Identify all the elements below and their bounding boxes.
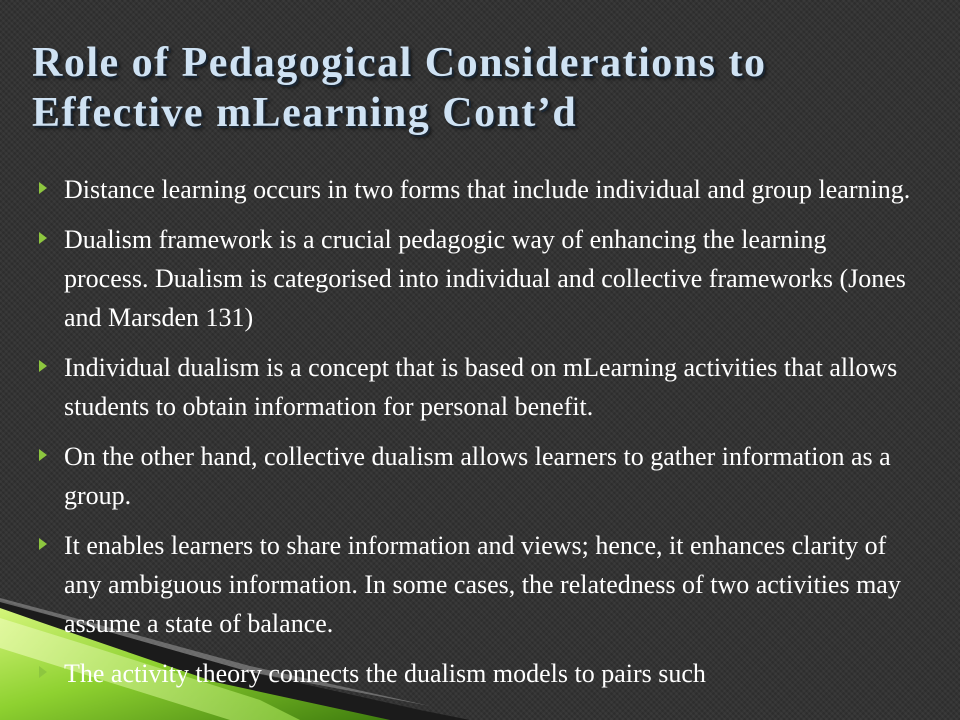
triangle-right-icon bbox=[39, 360, 47, 372]
bullet-list bbox=[36, 170, 916, 704]
triangle-right-icon bbox=[39, 449, 47, 461]
bullet-text: It enables learners to share information and views; hence, it enhances clarity of any ambiguous information. In some cases, the relatedness of two activities may assume a state of balance. bbox=[64, 531, 901, 638]
bullet-item bbox=[36, 170, 916, 209]
bullet-item bbox=[36, 526, 916, 643]
bullet-item bbox=[36, 654, 916, 693]
slide-title-line-2: Effective mLearning Cont’d bbox=[32, 90, 578, 136]
triangle-right-icon bbox=[39, 538, 47, 550]
bullet-item bbox=[36, 437, 916, 515]
bullet-text: On the other hand, collective dualism allows learners to gather information as a group. bbox=[64, 442, 891, 510]
bullet-text: Distance learning occurs in two forms that include individual and group learning. bbox=[64, 175, 911, 204]
bullet-text: The activity theory connects the dualism models to pairs such bbox=[64, 659, 706, 688]
triangle-right-icon bbox=[39, 182, 47, 194]
bullet-item bbox=[36, 220, 916, 337]
slide-title-line-1: Role of Pedagogical Considerations to bbox=[32, 40, 767, 86]
slide-title bbox=[32, 38, 932, 138]
bullet-item bbox=[36, 348, 916, 426]
triangle-right-icon bbox=[39, 232, 47, 244]
bullet-text: Dualism framework is a crucial pedagogic way of enhancing the learning process. Dualism is categorised into individual and collective frameworks (Jones and Marsden 131) bbox=[64, 225, 906, 332]
bullet-text: Individual dualism is a concept that is based on mLearning activities that allows students to obtain information for personal benefit. bbox=[64, 353, 898, 421]
triangle-right-icon bbox=[39, 666, 47, 678]
